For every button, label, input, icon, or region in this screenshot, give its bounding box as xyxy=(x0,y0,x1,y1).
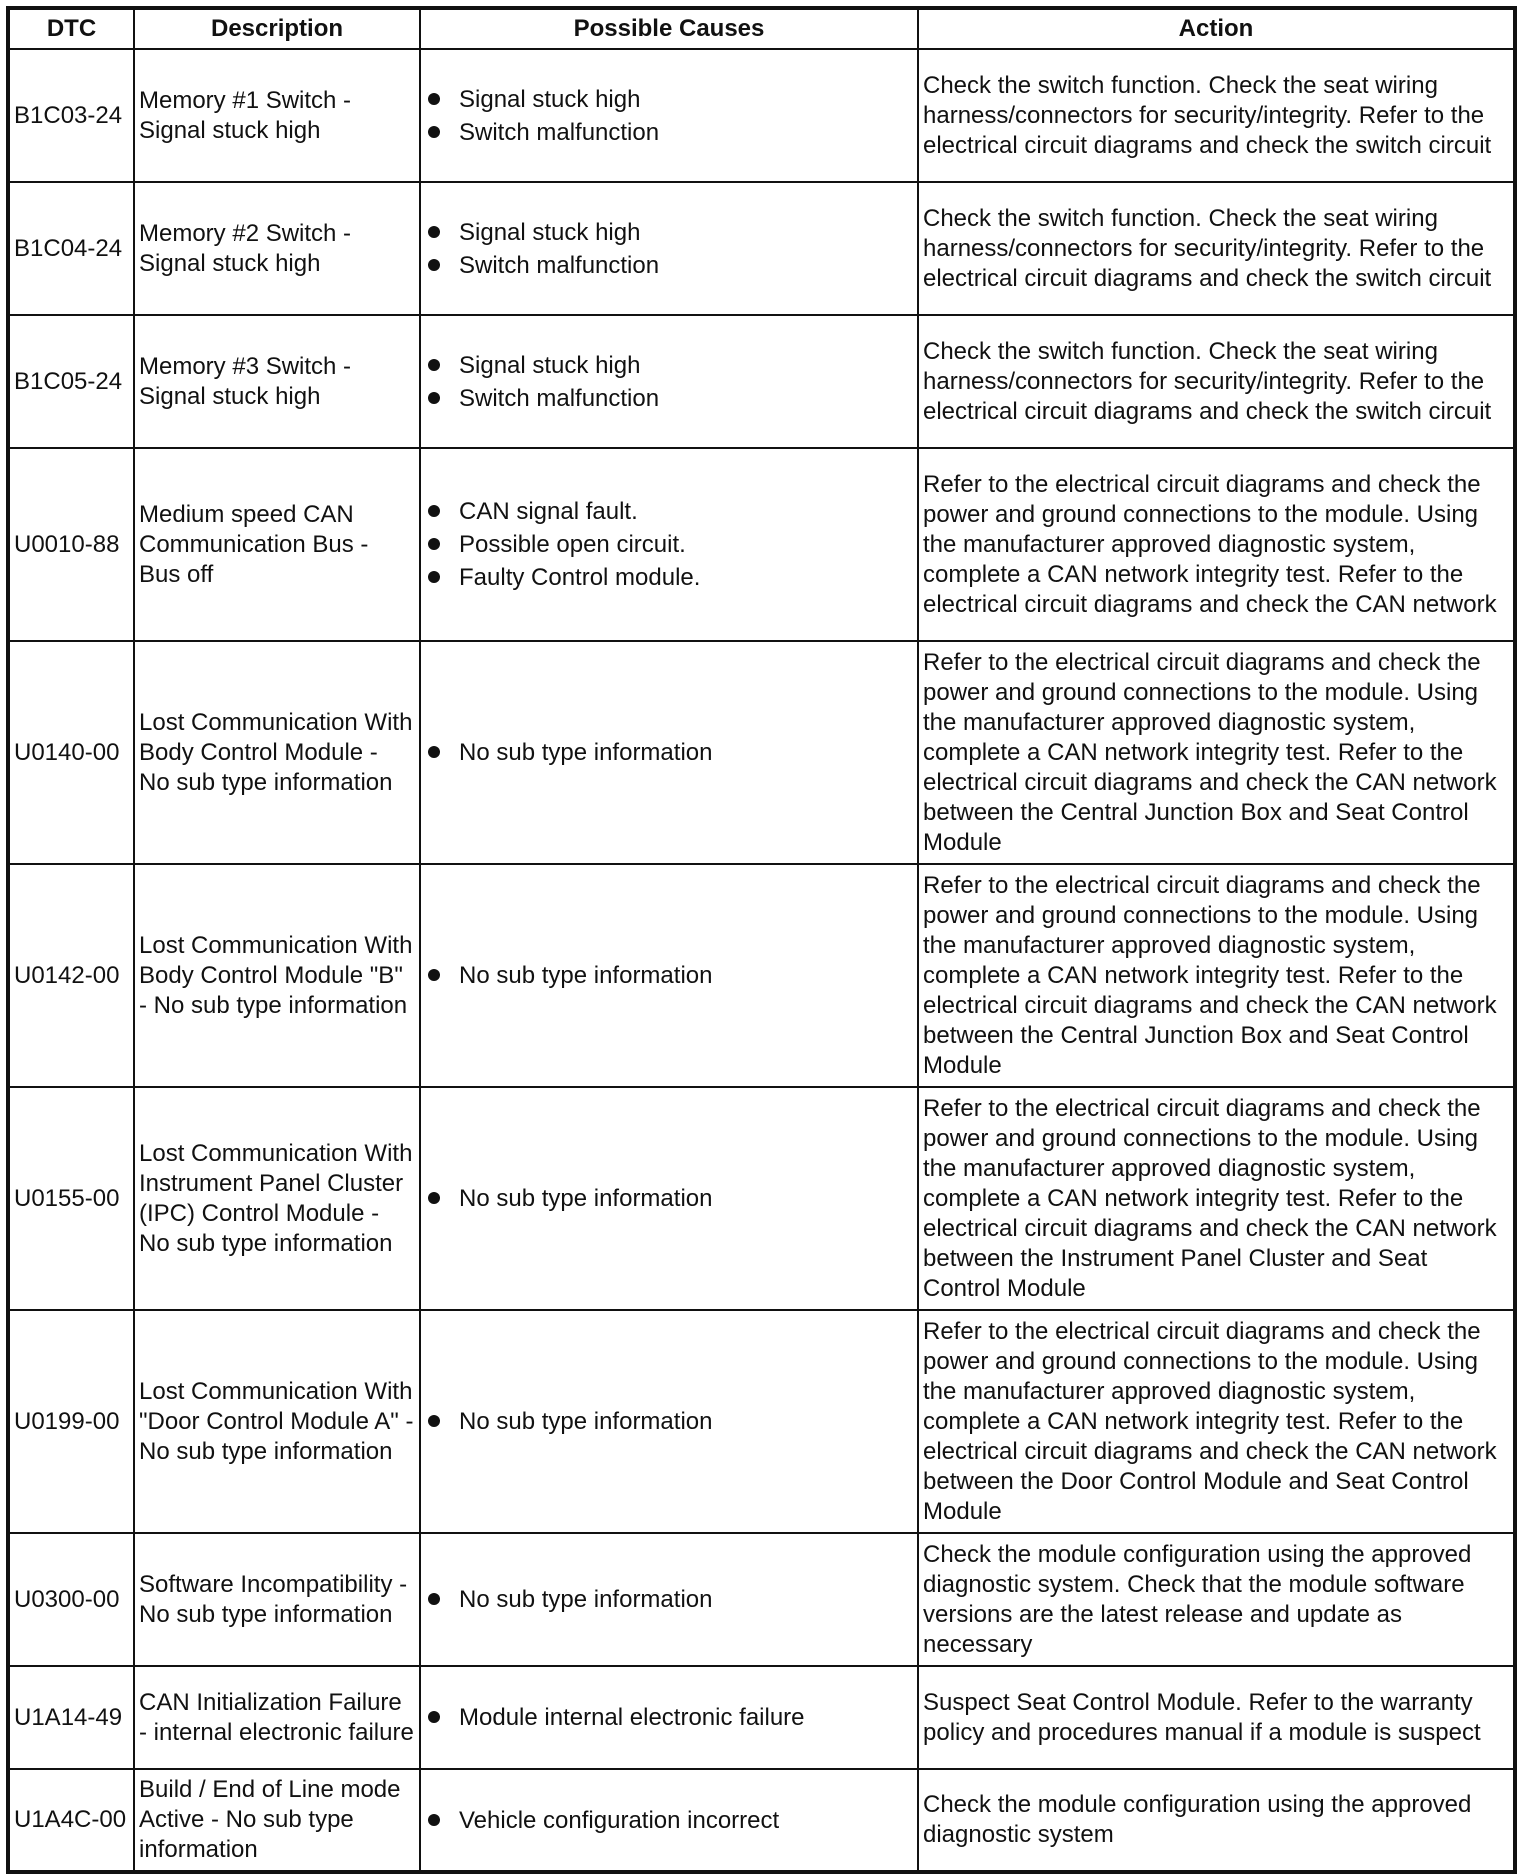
table-row xyxy=(8,864,1515,1087)
dtc-action: Check the switch function. Check the seat wiring harness/connectors for security/integrity. Refer to the electrical circuit diagrams and check the switch circuit xyxy=(918,182,1515,315)
possible-causes xyxy=(420,641,918,864)
cause-item: No sub type information xyxy=(425,1583,913,1616)
cause-item: Signal stuck high xyxy=(425,216,913,249)
cause-item: Switch malfunction xyxy=(425,382,913,415)
dtc-action: Check the switch function. Check the seat wiring harness/connectors for security/integrity. Refer to the electrical circuit diagrams and check the switch circuit xyxy=(918,315,1515,448)
cause-item: Faulty Control module. xyxy=(425,561,913,594)
table-header-row xyxy=(8,8,1515,49)
dtc-description: Software Incompatibility - No sub type information xyxy=(134,1533,420,1666)
dtc-action: Refer to the electrical circuit diagrams and check the power and ground connections to the module. Using the manufacturer approved diagnostic system, complete a CAN network integrity test. Refer to the electrical circuit diagrams and check the CAN network between the Central Junction Box and Seat Control Module xyxy=(918,641,1515,864)
dtc-action: Check the module configuration using the approved diagnostic system. Check that the module software versions are the latest release and update as necessary xyxy=(918,1533,1515,1666)
cause-item: Signal stuck high xyxy=(425,349,913,382)
cause-item: No sub type information xyxy=(425,736,913,769)
cause-item: No sub type information xyxy=(425,959,913,992)
dtc-description: Lost Communication With "Door Control Module A" - No sub type information xyxy=(134,1310,420,1533)
table-row xyxy=(8,49,1515,182)
cause-list xyxy=(425,1405,913,1438)
dtc-action: Suspect Seat Control Module. Refer to the warranty policy and procedures manual if a module is suspect xyxy=(918,1666,1515,1769)
dtc-description: Lost Communication With Body Control Module - No sub type information xyxy=(134,641,420,864)
cause-list xyxy=(425,959,913,992)
dtc-code: B1C05-24 xyxy=(8,315,134,448)
possible-causes xyxy=(420,1666,918,1769)
cause-list xyxy=(425,736,913,769)
cause-list xyxy=(425,349,913,415)
dtc-action: Refer to the electrical circuit diagrams and check the power and ground connections to the module. Using the manufacturer approved diagnostic system, complete a CAN network integrity test. Refer to the electrical circuit diagrams and check the CAN network between the Instrument Panel Cluster and Seat Control Module xyxy=(918,1087,1515,1310)
dtc-description: Medium speed CAN Communication Bus - Bus off xyxy=(134,448,420,641)
dtc-code: U0300-00 xyxy=(8,1533,134,1666)
cause-item: Vehicle configuration incorrect xyxy=(425,1804,913,1837)
possible-causes xyxy=(420,315,918,448)
cause-item: No sub type information xyxy=(425,1182,913,1215)
cause-item: CAN signal fault. xyxy=(425,495,913,528)
table-row xyxy=(8,448,1515,641)
table-row xyxy=(8,1769,1515,1872)
possible-causes xyxy=(420,49,918,182)
dtc-action: Refer to the electrical circuit diagrams and check the power and ground connections to the module. Using the manufacturer approved diagnostic system, complete a CAN network integrity test. Refer to the electrical circuit diagrams and check the CAN network xyxy=(918,448,1515,641)
cause-list xyxy=(425,1583,913,1616)
cause-list xyxy=(425,1701,913,1734)
header-description: Description xyxy=(134,8,420,49)
dtc-code: U1A14-49 xyxy=(8,1666,134,1769)
table-row xyxy=(8,641,1515,864)
dtc-action: Check the switch function. Check the seat wiring harness/connectors for security/integrity. Refer to the electrical circuit diagrams and check the switch circuit xyxy=(918,49,1515,182)
dtc-description: Lost Communication With Body Control Module "B" - No sub type information xyxy=(134,864,420,1087)
cause-item: Signal stuck high xyxy=(425,83,913,116)
cause-list xyxy=(425,1182,913,1215)
possible-causes xyxy=(420,1769,918,1872)
header-dtc: DTC xyxy=(8,8,134,49)
dtc-description: CAN Initialization Failure - internal electronic failure xyxy=(134,1666,420,1769)
dtc-code: B1C03-24 xyxy=(8,49,134,182)
dtc-code: U0142-00 xyxy=(8,864,134,1087)
dtc-code: U0199-00 xyxy=(8,1310,134,1533)
table-row xyxy=(8,315,1515,448)
cause-list xyxy=(425,83,913,149)
dtc-description: Memory #3 Switch - Signal stuck high xyxy=(134,315,420,448)
possible-causes xyxy=(420,1087,918,1310)
cause-list xyxy=(425,495,913,594)
cause-item: Possible open circuit. xyxy=(425,528,913,561)
possible-causes xyxy=(420,448,918,641)
dtc-action: Refer to the electrical circuit diagrams and check the power and ground connections to the module. Using the manufacturer approved diagnostic system, complete a CAN network integrity test. Refer to the electrical circuit diagrams and check the CAN network between the Door Control Module and Seat Control Module xyxy=(918,1310,1515,1533)
dtc-description: Memory #2 Switch - Signal stuck high xyxy=(134,182,420,315)
table-body xyxy=(8,49,1515,1872)
table-row xyxy=(8,1087,1515,1310)
cause-item: Module internal electronic failure xyxy=(425,1701,913,1734)
dtc-code: U1A4C-00 xyxy=(8,1769,134,1872)
dtc-description: Memory #1 Switch - Signal stuck high xyxy=(134,49,420,182)
dtc-action: Check the module configuration using the approved diagnostic system xyxy=(918,1769,1515,1872)
table-row xyxy=(8,1666,1515,1769)
dtc-code: B1C04-24 xyxy=(8,182,134,315)
dtc-table xyxy=(6,6,1517,1874)
table-row xyxy=(8,1533,1515,1666)
header-possible-causes: Possible Causes xyxy=(420,8,918,49)
cause-list xyxy=(425,1804,913,1837)
table-row xyxy=(8,1310,1515,1533)
cause-list xyxy=(425,216,913,282)
dtc-action: Refer to the electrical circuit diagrams and check the power and ground connections to the module. Using the manufacturer approved diagnostic system, complete a CAN network integrity test. Refer to the electrical circuit diagrams and check the CAN network between the Central Junction Box and Seat Control Module xyxy=(918,864,1515,1087)
cause-item: Switch malfunction xyxy=(425,116,913,149)
cause-item: No sub type information xyxy=(425,1405,913,1438)
dtc-code: U0010-88 xyxy=(8,448,134,641)
dtc-description: Lost Communication With Instrument Panel Cluster (IPC) Control Module - No sub type information xyxy=(134,1087,420,1310)
table-row xyxy=(8,182,1515,315)
possible-causes xyxy=(420,1310,918,1533)
dtc-code: U0140-00 xyxy=(8,641,134,864)
dtc-code: U0155-00 xyxy=(8,1087,134,1310)
dtc-description: Build / End of Line mode Active - No sub type information xyxy=(134,1769,420,1872)
possible-causes xyxy=(420,1533,918,1666)
possible-causes xyxy=(420,864,918,1087)
header-action: Action xyxy=(918,8,1515,49)
cause-item: Switch malfunction xyxy=(425,249,913,282)
possible-causes xyxy=(420,182,918,315)
